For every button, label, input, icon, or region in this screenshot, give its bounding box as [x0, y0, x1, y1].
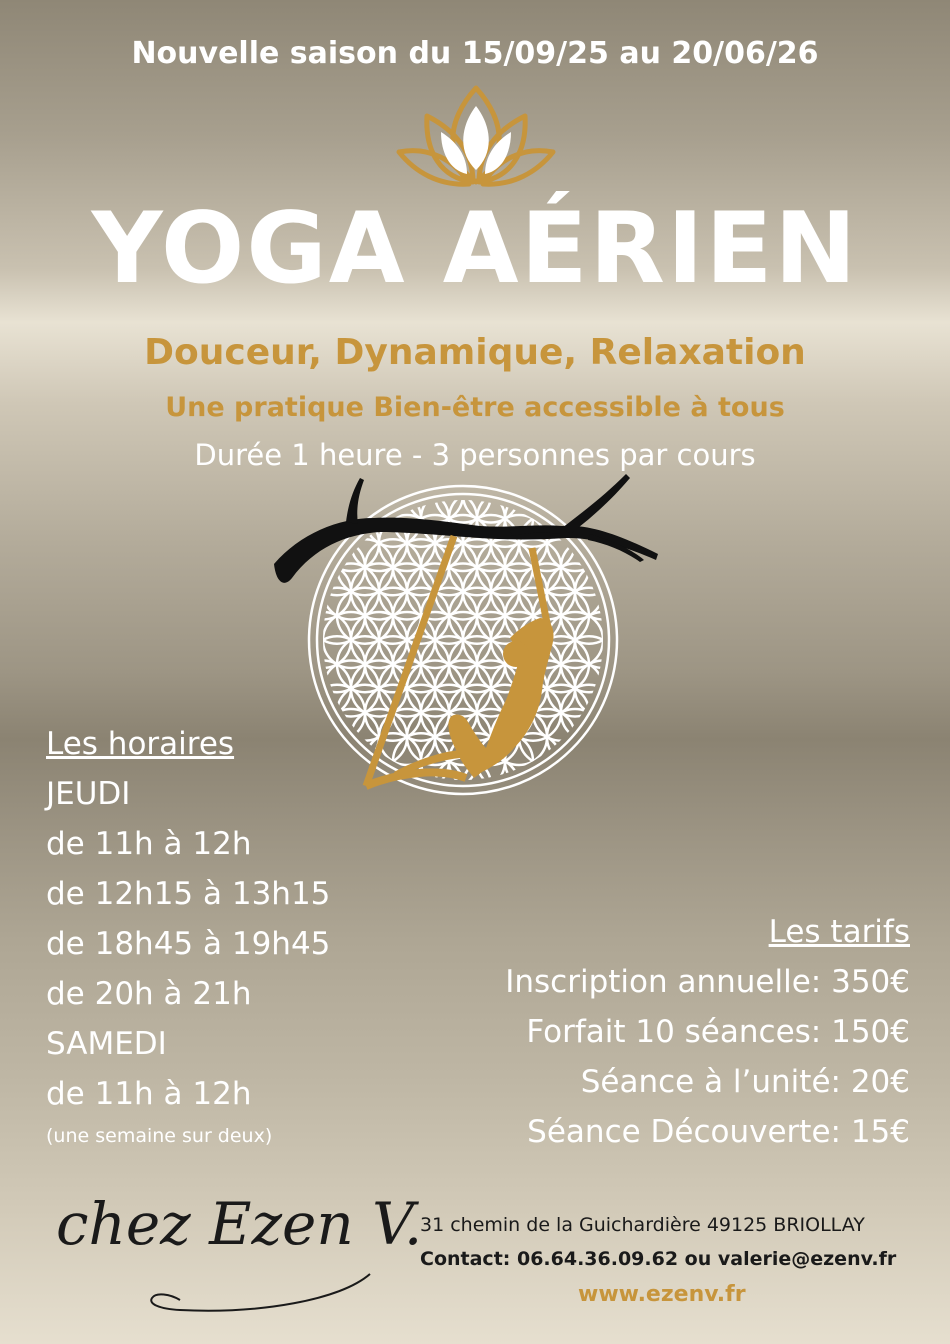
- tarif-line: Inscription annuelle: 350€: [505, 964, 910, 1000]
- address: 31 chemin de la Guichardière 49125 BRIOLLAY: [420, 1214, 865, 1236]
- subtitle: Une pratique Bien-être accessible à tous: [165, 392, 785, 423]
- schedule-line: SAMEDI: [46, 1026, 167, 1062]
- website-link[interactable]: www.ezenv.fr: [578, 1282, 746, 1307]
- tarif-line: Séance Découverte: 15€: [527, 1114, 910, 1150]
- page-title: YOGA AÉRIEN: [91, 192, 859, 306]
- flower-circle: [575, 564, 631, 620]
- course-info: Durée 1 heure - 3 personnes par cours: [194, 438, 756, 472]
- tarif-line: Forfait 10 séances: 150€: [526, 1014, 910, 1050]
- schedule-heading: Les horaires: [46, 726, 235, 762]
- schedule-line: de 20h à 21h: [46, 976, 252, 1012]
- contact-info: Contact: 06.64.36.09.62 ou valerie@ezenv.fr: [420, 1248, 897, 1270]
- flower-circle: [575, 661, 631, 717]
- flower-circle: [295, 564, 351, 620]
- brand-logo: chez Ezen V.: [56, 1190, 423, 1258]
- flower-circle: [295, 661, 351, 717]
- tree-branch: [274, 474, 658, 583]
- schedule-note: (une semaine sur deux): [46, 1125, 273, 1147]
- aerial-yoga-illustration: [270, 468, 670, 828]
- lotus-icon: [395, 82, 557, 190]
- tarif-line: Séance à l’unité: 20€: [580, 1064, 910, 1100]
- logo-swash: [140, 1270, 380, 1320]
- schedule-line: de 11h à 12h: [46, 1076, 252, 1112]
- tagline: Douceur, Dynamique, Relaxation: [144, 332, 806, 373]
- season-dates: Nouvelle saison du 15/09/25 au 20/06/26: [131, 36, 819, 71]
- schedule-line: de 11h à 12h: [46, 826, 252, 862]
- tarifs-heading: Les tarifs: [768, 914, 910, 950]
- schedule-line: de 18h45 à 19h45: [46, 926, 331, 962]
- schedule-line: JEUDI: [46, 776, 131, 812]
- schedule-line: de 12h15 à 13h15: [46, 876, 331, 912]
